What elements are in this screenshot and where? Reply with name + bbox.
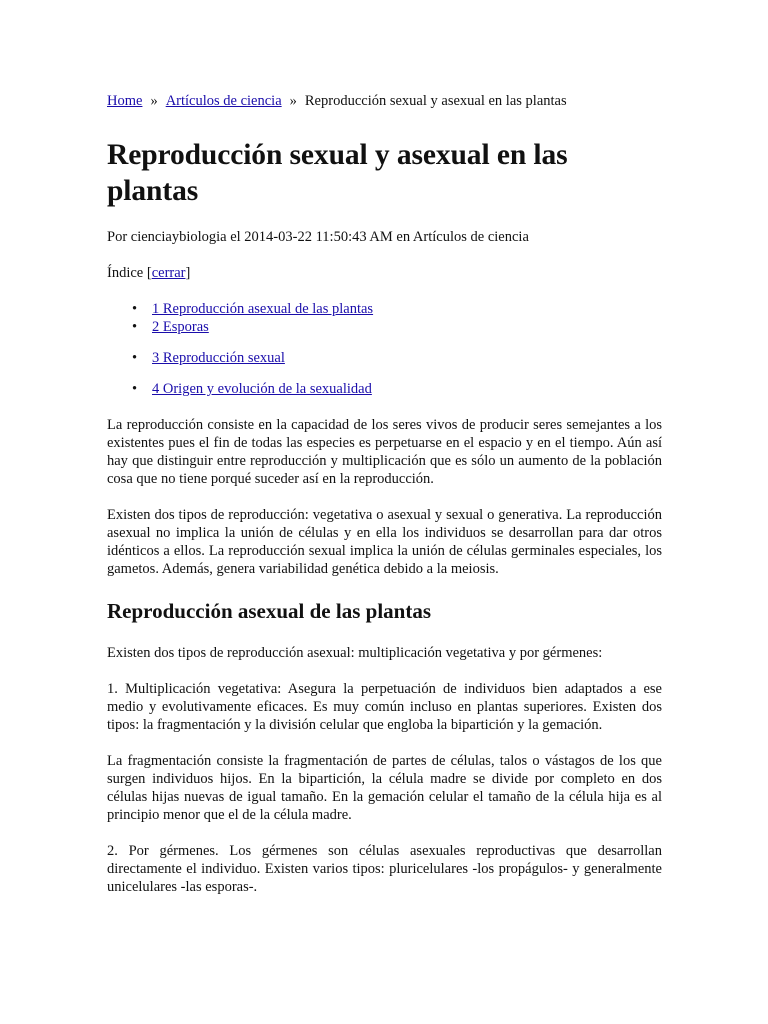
breadcrumb bbox=[107, 92, 662, 110]
table-of-contents bbox=[107, 300, 662, 398]
bullet-icon: • bbox=[132, 301, 138, 317]
toc-toggle-link[interactable]: cerrar bbox=[151, 265, 186, 281]
toc-item bbox=[132, 318, 662, 336]
toc-header bbox=[107, 264, 662, 282]
article-meta: Por cienciaybiologia el 2014-03-22 11:50:43 AM en Artículos de ciencia bbox=[107, 229, 529, 245]
toc-item bbox=[132, 349, 662, 367]
breadcrumb-category-link[interactable]: Artículos de ciencia bbox=[165, 93, 282, 109]
intro-paragraph: La reproducción consiste en la capacidad de los seres vivos de producir seres semejantes a los existentes pues el fin de todas las especies es perpetuarse en el espacio y en el tiempo. Aún así hay que distinguir entre reproducción y multiplicación que es sólo un aumento de la población cosa que no tiene porqué suceder así en la reproducción. bbox=[107, 417, 662, 487]
intro-paragraph: Existen dos tipos de reproducción: vegetativa o asexual y sexual o generativa. La reproducción asexual no implica la unión de células y en ella los individuos se desarrollan para dar otros idénticos a ellos. La reproducción sexual implica la unión de células germinales especiales, los gametos. Además, genera variabilidad genética debido a la meiosis. bbox=[107, 507, 662, 577]
body-paragraph: 2. Por gérmenes. Los gérmenes son células asexuales reproductivas que desarrollan directamente el individuo. Existen varios tipos: pluricelulares -los propágulos- y generalmente unicelulares -las esporas-. bbox=[107, 843, 662, 895]
section-heading: Reproducción asexual de las plantas bbox=[107, 599, 431, 623]
toc-link-origen-evolucion[interactable]: 4 Origen y evolución de la sexualidad bbox=[152, 381, 372, 397]
bullet-icon: • bbox=[132, 319, 138, 335]
breadcrumb-current: Reproducción sexual y asexual en las plantas bbox=[304, 93, 567, 109]
breadcrumb-separator: » bbox=[289, 93, 297, 109]
toc-link-esporas[interactable]: 2 Esporas bbox=[152, 319, 209, 335]
body-paragraph: 1. Multiplicación vegetativa: Asegura la perpetuación de individuos bien adaptados a ese medio y evolutivamente eficaces. Es muy común incluso en plantas superiores. Existen dos tipos: la fragmentación y la división celular que engloba la bipartición y la gemación. bbox=[107, 681, 662, 733]
body-paragraph: Existen dos tipos de reproducción asexual: multiplicación vegetativa y por gérmenes: bbox=[107, 645, 603, 661]
toc-label: Índice bbox=[107, 265, 144, 281]
toc-bracket-open: [ bbox=[146, 265, 152, 281]
bullet-icon: • bbox=[132, 381, 138, 397]
toc-item bbox=[132, 300, 662, 318]
toc-link-reproduccion-sexual[interactable]: 3 Reproducción sexual bbox=[152, 350, 285, 366]
body-paragraph: La fragmentación consiste la fragmentación de partes de células, talos o vástagos de los que surgen individuos hijos. En la bipartición, la célula madre se divide por completo en dos células hijas nuevas de igual tamaño. En la gemación celular el tamaño de la célula hija es al principio menor que el de la célula madre. bbox=[107, 753, 662, 823]
breadcrumb-home-link[interactable]: Home bbox=[107, 93, 143, 109]
page-title: Reproducción sexual y asexual en las plantas bbox=[107, 139, 568, 207]
toc-link-reproduccion-asexual[interactable]: 1 Reproducción asexual de las plantas bbox=[152, 301, 374, 317]
toc-bracket-close: ] bbox=[185, 265, 191, 281]
breadcrumb-separator: » bbox=[150, 93, 158, 109]
bullet-icon: • bbox=[132, 350, 138, 366]
toc-item bbox=[132, 380, 662, 398]
